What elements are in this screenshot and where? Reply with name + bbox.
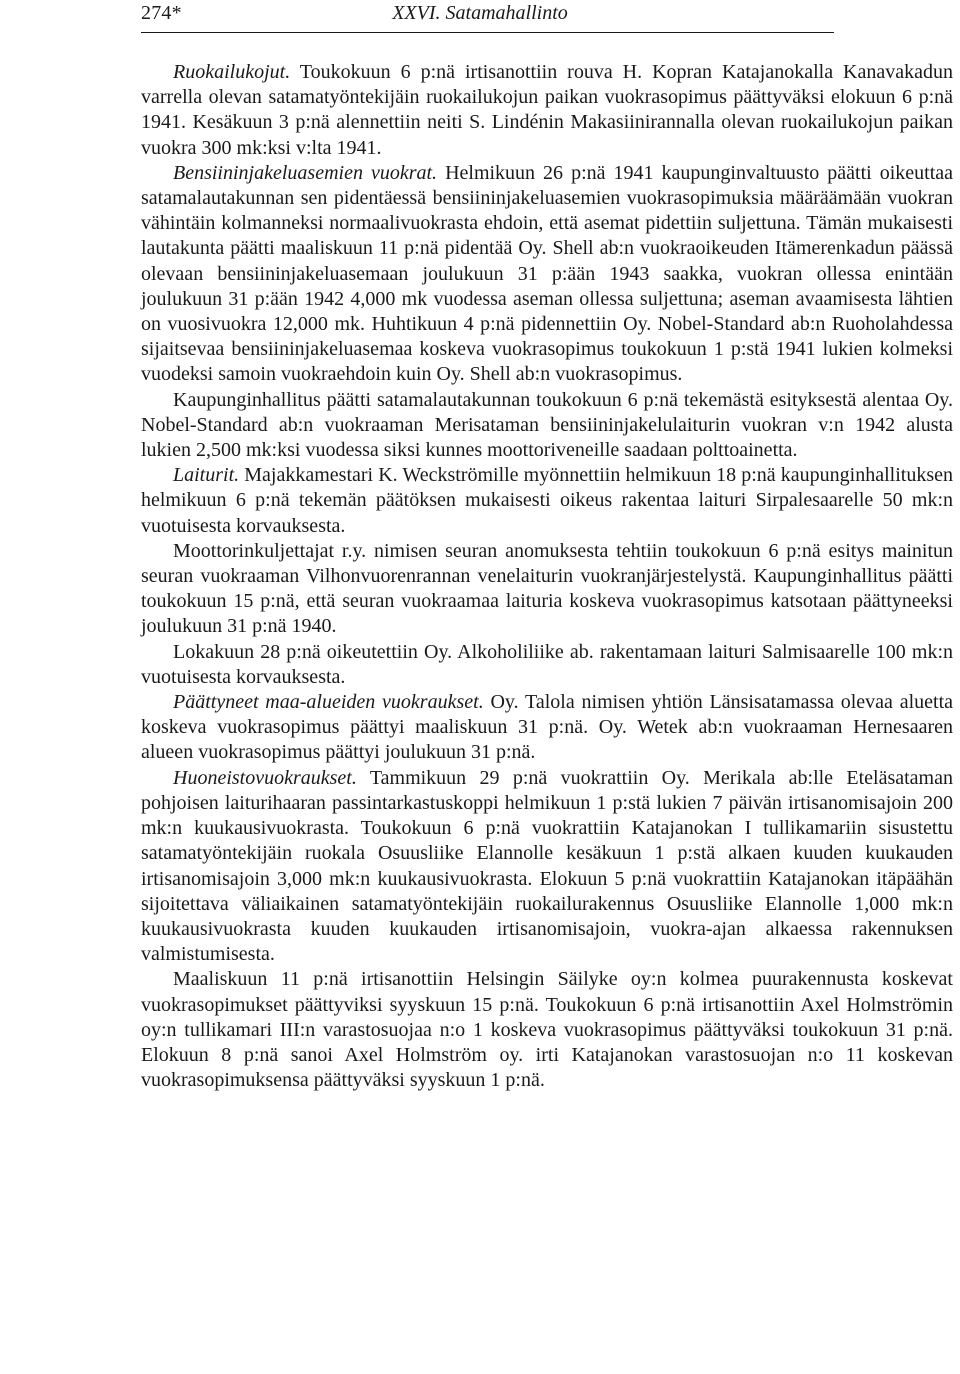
paragraph-bensiininjakeluasemat: [141, 161, 953, 388]
paragraph-text: Majakkamestari K. Weckströmille myönnettiin helmikuun 18 p:nä kaupunginhallituksen helmikuun 6 p:nä tekemän päätöksen mukaisesti oikeus rakentaa laituri Sirpalesaarelle 50 mk:n vuotuisesta korvauksesta.: [141, 464, 953, 537]
paragraph-maa-alueet: [141, 690, 953, 766]
section-heading: Huoneistovuokraukset.: [173, 766, 357, 789]
paragraph-ruokailukojut: [141, 60, 953, 161]
paragraph-text: Tammikuun 29 p:nä vuokrattiin Oy. Merikala ab:lle Eteläsataman pohjoisen laiturihaaran passintarkastuskoppi helmikuun 1 p:stä lukien 7 päivän irtisanomisajoin 200 mk:n kuukausivuokrasta. Toukokuun 6 p:nä vuokrattiin Katajanokan I tullikamariin sisustettu satamatyöntekijäin ruokala Osuusliike Elannolle kesäkuun 1 p:stä alkaen kuuden kuukauden irtisanomisajoin 3,000 mk:n kuukausivuokrasta. Elokuun 5 p:nä vuokrattiin Katajanokan itäpäähän sijoitettava väliaikainen satamatyöntekijäin ruokailurakennus Osuusliike Elannolle 1,000 mk:n kuukausivuokrasta kuuden kuukauden irtisanomisajoin, vuokra-ajan alkaessa rakennuksen valmistumisesta.: [141, 766, 953, 966]
section-heading: Bensiininjakeluasemien vuokrat.: [173, 161, 438, 184]
paragraph-text: Lokakuun 28 p:nä oikeutettiin Oy. Alkoholiliike ab. rakentamaan laituri Salmisaarelle 100 mk:n vuotuisesta korvauksesta.: [141, 640, 953, 688]
paragraph-huoneistovuokraukset: [141, 766, 953, 968]
paragraph-alkoholiliike: [141, 640, 953, 690]
section-heading: Ruokailukojut.: [173, 61, 291, 83]
paragraph-nobel-merisatama: [141, 388, 953, 464]
paragraph-irtisanomiset: [141, 967, 953, 1093]
section-heading: Laiturit.: [173, 464, 240, 487]
header-rule: [141, 32, 834, 33]
running-title: XXVI. Satamahallinto: [392, 2, 568, 24]
running-header: [0, 0, 960, 36]
paragraph-text: Kaupunginhallitus päätti satamalautakunnan toukokuun 6 p:nä tekemästä esityksestä alentaa Oy. Nobel-Standard ab:n vuokraaman Merisataman bensiininjakelulaiturin vuokran v:n 1942 alusta lukien 2,500 mk:ksi vuodessa siksi kunnes moottoriveneille saadaan polttoainetta.: [141, 388, 953, 462]
paragraph-moottorinkuljettajat: [141, 539, 953, 640]
paragraph-text: Helmikuun 26 p:nä 1941 kaupunginvaltuusto päätti oikeuttaa satamalautakunnan sen pidentäessä bensiininjakeluasemien vuokrasopimuksia määräämään vuokran vähintäin kolmanneksi normaalivuokrasta ehdoin, että asemat pidettiin suljettuna. Tämän mukaisesti lautakunta päätti maaliskuun 11 p:nä pidentää Oy. Shell ab:n vuokraoikeuden Itämerenkadun päässä olevaan bensiininjakeluasemaan joulukuun 31 p:ään 1943 saakka, vuokran ollessa enintään joulukuun 31 p:ään 1942 4,000 mk vuodessa aseman ollessa suljettuna; aseman avaamisesta lähtien on vuosivuokra 12,000 mk. Huhtikuun 4 p:nä pidennettiin Oy. Nobel-Standard ab:n Ruoholahdessa sijaitsevaa bensiininjakeluasemaa koskeva vuokrasopimus toukokuun 1 p:stä 1941 lukien kolmeksi vuodeksi samoin vuokraehdoin kuin Oy. Shell ab:n vuokrasopimus.: [141, 161, 954, 386]
paragraph-text: Oy. Talola nimisen yhtiön Länsisatamassa olevaa aluetta koskeva vuokrasopimus päättyi maaliskuun 31 p:nä. Oy. Wetek ab:n vuokraaman Hernesaaren alueen vuokrasopimus päättyi joulukuun 31 p:nä.: [141, 691, 954, 764]
paragraph-laiturit: [141, 463, 953, 539]
page-number: 274*: [141, 2, 182, 24]
paragraph-text: Moottorinkuljettajat r.y. nimisen seuran anomuksesta tehtiin toukokuun 6 p:nä esitys mainitun seuran vuokraaman Vilhonvuorenrannan venelaiturin vuokranjärjestelystä. Kaupunginhallitus päätti toukokuun 15 p:nä, että seuran vuokraamaa laituria koskeva vuokrasopimus katsotaan päättyneeksi joulukuun 31 p:nä 1940.: [141, 539, 953, 638]
section-heading: Päättyneet maa-alueiden vuokraukset.: [173, 691, 484, 714]
paragraph-text: Toukokuun 6 p:nä irtisanottiin rouva H. Kopran Katajanokalla Kanavakadun varrella olevan satamatyöntekijäin ruokailukojun paikan vuokrasopimus päättyväksi elokuun 6 p:nä 1941. Kesäkuun 3 p:nä alennettiin neiti S. Lindénin Makasiinirannalla olevan ruokailukojun paikan vuokra 300 mk:ksi v:lta 1941.: [141, 61, 953, 159]
body-text: [141, 60, 953, 1093]
paragraph-text: Maaliskuun 11 p:nä irtisanottiin Helsingin Säilyke oy:n kolmea puurakennusta koskevat vuokrasopimukset päättyviksi syyskuun 15 p:nä. Toukokuun 6 p:nä irtisanottiin Axel Holmströmin oy:n tullikamari III:n varastosuojaa n:o 1 koskeva vuokrasopimus päättyväksi toukokuun 31 p:nä. Elokuun 8 p:nä sanoi Axel Holmström oy. irti Katajanokan varastosuojan n:o 11 koskevan vuokrasopimuksensa päättyväksi syyskuun 1 p:nä.: [141, 968, 953, 1092]
